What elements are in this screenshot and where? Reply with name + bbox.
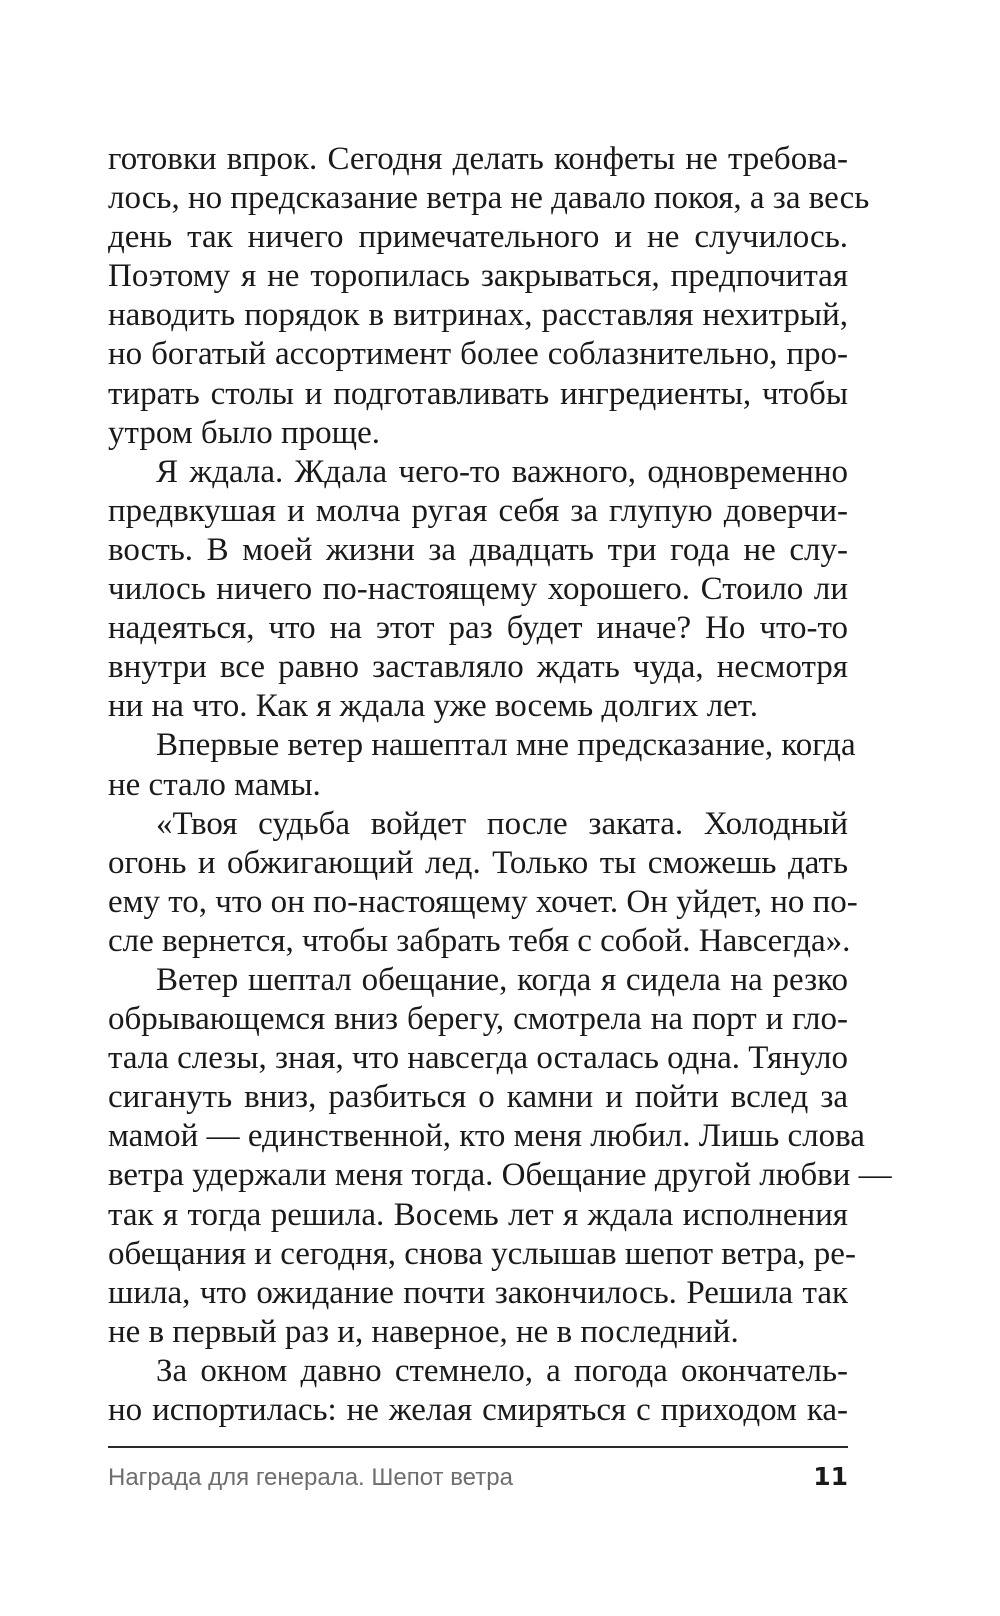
text-line: но богатый ассортимент более соблазнительно, про-	[108, 336, 848, 373]
paragraph-start-line: Я ждала. Ждала чего-то важного, одновременно	[156, 453, 848, 490]
page-body-text	[108, 140, 892, 1430]
text-line: готовки впрок. Сегодня делать конфеты не требова-	[108, 141, 848, 177]
text-line: надеяться, что на этот раз будет иначе? Но что-то	[108, 610, 848, 647]
text-line: обрывающемся вниз берегу, смотрела на порт и гло-	[108, 1001, 848, 1038]
text-line: ни на что. Как я ждала уже восемь долгих лет.	[108, 688, 758, 725]
text-line: так я тогда решила. Восемь лет я ждала исполнения	[108, 1196, 848, 1233]
text-line: ветра удержали меня тогда. Обещание другой любви —	[108, 1157, 892, 1194]
text-line: обещания и сегодня, снова услышав шепот ветра, ре-	[108, 1235, 856, 1272]
text-line: вость. В моей жизни за двадцать три года не слу-	[108, 531, 848, 568]
text-line: шила, что ожидание почти закончилось. Решила так	[108, 1274, 848, 1311]
text-line: наводить порядок в витринах, расставляя нехитрый,	[108, 297, 848, 334]
text-line: тирать столы и подготавливать ингредиенты, чтобы	[108, 375, 848, 412]
paragraph-start-line: «Твоя судьба войдет после заката. Холодный	[156, 805, 848, 842]
text-line: сле вернется, чтобы забрать тебя с собой. Навсегда».	[108, 922, 851, 959]
page-number: 11	[813, 1462, 848, 1491]
footer-divider	[108, 1446, 848, 1448]
text-line: лось, но предсказание ветра не давало покоя, а за весь	[108, 180, 870, 217]
text-line: не в первый раз и, наверное, не в последний.	[108, 1313, 739, 1350]
paragraph-start-line: За окном давно стемнело, а погода окончатель-	[156, 1352, 848, 1389]
text-line: но испортилась: не желая смиряться с приходом ка-	[108, 1392, 848, 1428]
text-line: тала слезы, зная, что навсегда осталась одна. Тянуло	[108, 1040, 849, 1077]
text-line: огонь и обжигающий лед. Только ты сможешь дать	[108, 844, 848, 881]
paragraph-start-line: Ветер шептал обещание, когда я сидела на резко	[156, 961, 848, 998]
text-line: мамой — единственной, кто меня любил. Лишь слова	[108, 1118, 865, 1155]
text-line: Поэтому я не торопилась закрываться, предпочитая	[108, 258, 848, 295]
text-line: ему то, что он по-настоящему хочет. Он уйдет, но по-	[108, 883, 858, 920]
paragraph-start-line: Впервые ветер нашептал мне предсказание, когда	[156, 727, 856, 764]
text-line: день так ничего примечательного и не случилось.	[108, 219, 848, 256]
text-line: внутри все равно заставляло ждать чуда, несмотря	[108, 649, 848, 686]
text-line: чилось ничего по-настоящему хорошего. Стоило ли	[108, 571, 848, 608]
text-line: утром было проще.	[108, 414, 380, 451]
text-line: предвкушая и молча ругая себя за глупую доверчи-	[108, 492, 848, 529]
footer-book-title: Награда для генерала. Шепот ветра	[108, 1464, 513, 1491]
text-line: сигануть вниз, разбиться о камни и пойти вслед за	[108, 1079, 848, 1116]
text-line: не стало мамы.	[108, 766, 321, 803]
